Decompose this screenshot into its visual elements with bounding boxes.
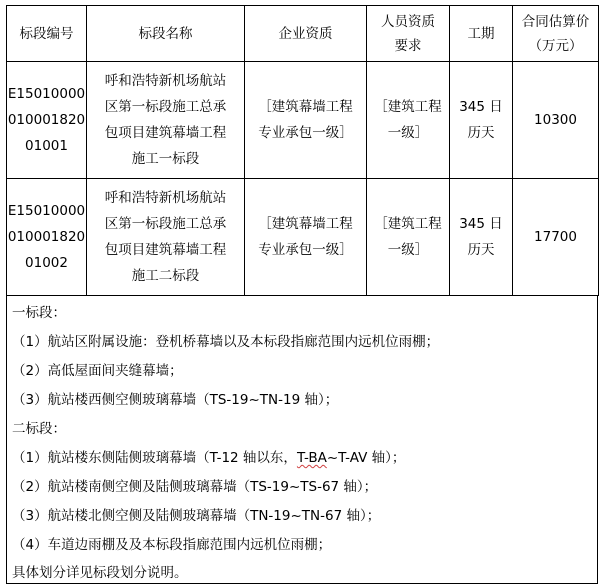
cell-line: E15010000 <box>7 86 86 102</box>
cell-line: ［建筑幕墙工程 <box>258 99 353 115</box>
cell-line: 施工二标段 <box>131 268 200 284</box>
cell-line: 包项目建筑幕墙工程 <box>104 125 227 141</box>
cell-line: ［建筑工程 <box>374 99 442 115</box>
note-item: （3）航站楼北侧空侧及陆侧玻璃幕墙（TN-19~TN-67 轴）； <box>12 508 381 524</box>
note-item: （4）车道边雨棚及及本标段指廊范围内远机位雨棚； <box>12 537 332 553</box>
cell-line: ［建筑工程 <box>374 216 442 232</box>
cell-line: 010001820 <box>7 112 86 128</box>
construction-period-cell <box>450 62 513 179</box>
estimated-price-cell: 10300 <box>513 62 599 179</box>
header-construction-period <box>450 6 513 62</box>
section-code-cell <box>7 62 87 179</box>
section-notes <box>6 295 598 584</box>
header-line: 合同估算价 <box>521 13 590 30</box>
note-item: （2）高低屋面间夹缝幕墙； <box>12 363 183 379</box>
construction-period-cell <box>450 179 513 296</box>
note-item: （1）航站区附属设施：登机桥幕墙以及本标段指廊范围内远机位雨棚； <box>12 334 440 350</box>
header-staff-qualification <box>367 6 450 62</box>
header-line: 企业资质 <box>278 25 333 42</box>
cell-line: ［建筑幕墙工程 <box>258 216 353 232</box>
cell-line: E15010000 <box>7 203 86 219</box>
header-estimated-price <box>513 6 599 62</box>
spellcheck-mark: T-BA <box>296 450 327 466</box>
cell-line: 区第一标段施工总承 <box>104 99 227 115</box>
cell-line: 呼和浩特新机场航站 <box>104 73 227 89</box>
cell-line: 包项目建筑幕墙工程 <box>104 242 227 258</box>
cell-line: 呼和浩特新机场航站 <box>104 190 227 206</box>
cell-line: 01002 <box>25 255 68 271</box>
company-qualification-cell <box>245 179 367 296</box>
header-section-code <box>7 6 87 62</box>
note-item: （2）航站楼南侧空侧及陆侧玻璃幕墙（TS-19~TS-67 轴）； <box>12 479 378 495</box>
cell-line: 历天 <box>467 125 495 141</box>
header-company-qualification <box>245 6 367 62</box>
header-section-name <box>87 6 245 62</box>
cell-line: 345 日 <box>459 216 503 232</box>
cell-line: 01001 <box>25 138 68 154</box>
header-line: 人员资质 <box>381 13 435 30</box>
section-name-cell <box>87 179 245 296</box>
cell-line: 施工一标段 <box>131 151 200 167</box>
note-footer: 具体划分详见标段划分说明。 <box>12 565 188 581</box>
cell-line: 一级］ <box>387 242 429 258</box>
header-line: （万元） <box>528 37 583 54</box>
cell-line: 历天 <box>467 242 495 258</box>
cell-line: 010001820 <box>7 229 86 245</box>
header-line: 工期 <box>467 25 495 42</box>
table-row <box>7 62 599 179</box>
header-line: 要求 <box>394 37 422 54</box>
note-heading: 一标段： <box>12 305 66 321</box>
note-item: （1）航站楼东侧陆侧玻璃幕墙（T-12 轴以东，T-BA~T-AV 轴）； <box>12 450 406 466</box>
company-qualification-cell <box>245 62 367 179</box>
cell-line: 345 日 <box>459 99 503 115</box>
section-name-cell <box>87 62 245 179</box>
header-line: 标段名称 <box>138 25 193 42</box>
cell-line: 一级］ <box>387 125 429 141</box>
estimated-price-cell: 17700 <box>513 179 599 296</box>
staff-qualification-cell <box>367 62 450 179</box>
section-code-cell <box>7 179 87 296</box>
cell-line: 专业承包一级］ <box>258 242 353 258</box>
cell-line: 专业承包一级］ <box>258 125 353 141</box>
note-heading: 二标段： <box>12 421 66 437</box>
header-line: 标段编号 <box>19 25 74 42</box>
table-header-row <box>7 6 599 62</box>
table-row <box>7 179 599 296</box>
bid-sections-table <box>6 5 599 296</box>
cell-line: 区第一标段施工总承 <box>104 216 227 232</box>
note-item: （3）航站楼西侧空侧玻璃幕墙（TS-19~TN-19 轴）； <box>12 392 339 408</box>
staff-qualification-cell <box>367 179 450 296</box>
